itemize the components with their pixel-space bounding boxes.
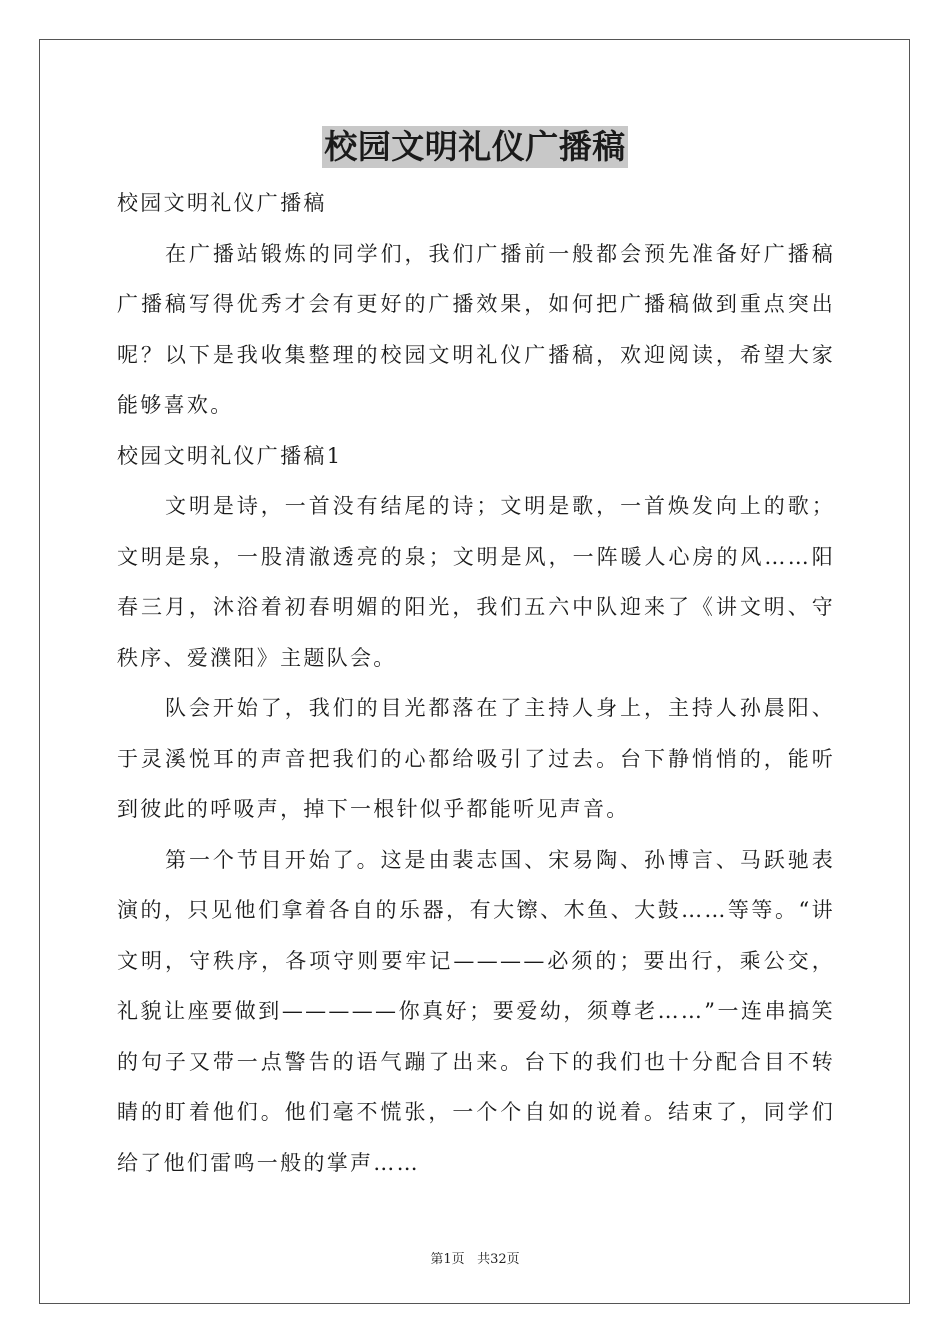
section-heading: 校园文明礼仪广播稿 bbox=[117, 191, 327, 215]
body-paragraph: 文明是诗，一首没有结尾的诗；文明是歌，一首焕发向上的歌；文明是泉，一股清澈透亮的泉；文明是风，一阵暖人心房的风……阳春三月，沐浴着初春明媚的阳光，我们五六中队迎来了《讲文明、守秩序、爱濮阳》主题队会。 bbox=[117, 494, 835, 670]
section-heading: 校园文明礼仪广播稿1 bbox=[117, 443, 343, 468]
body-paragraph: 队会开始了，我们的目光都落在了主持人身上，主持人孙晨阳、于灵溪悦耳的声音把我们的心都给吸引了过去。台下静悄悄的，能听到彼此的呼吸声，掉下一根针似乎都能听见声音。 bbox=[117, 696, 835, 821]
page-footer bbox=[0, 1248, 950, 1267]
page-total: 共32页 bbox=[477, 1252, 520, 1267]
intro-paragraph: 在广播站锻炼的同学们，我们广播前一般都会预先准备好广播稿广播稿写得优秀才会有更好的广播效果，如何把广播稿做到重点突出呢？以下是我收集整理的校园文明礼仪广播稿，欢迎阅读，希望大家能够喜欢。 bbox=[117, 241, 835, 417]
document-title: 校园文明礼仪广播稿 bbox=[324, 127, 626, 166]
page-number: 第1页 bbox=[430, 1252, 465, 1267]
body-paragraph: 第一个节目开始了。这是由裴志国、宋易陶、孙博言、马跃驰表演的，只见他们拿着各自的乐器，有大镲、木鱼、大鼓……等等。“讲文明，守秩序，各项守则要牢记————必须的；要出行，乘公交，礼貌让座要做到—————你真好；要爱幼，须尊老……”一连串搞笑的句子又带一点警告的语气蹦了出来。台下的我们也十分配合目不转睛的盯着他们。他们毫不慌张，一个个自如的说着。结束了，同学们给了他们雷鸣一般的掌声…… bbox=[117, 847, 835, 1175]
document-body bbox=[117, 178, 835, 1188]
title-container bbox=[0, 126, 950, 168]
